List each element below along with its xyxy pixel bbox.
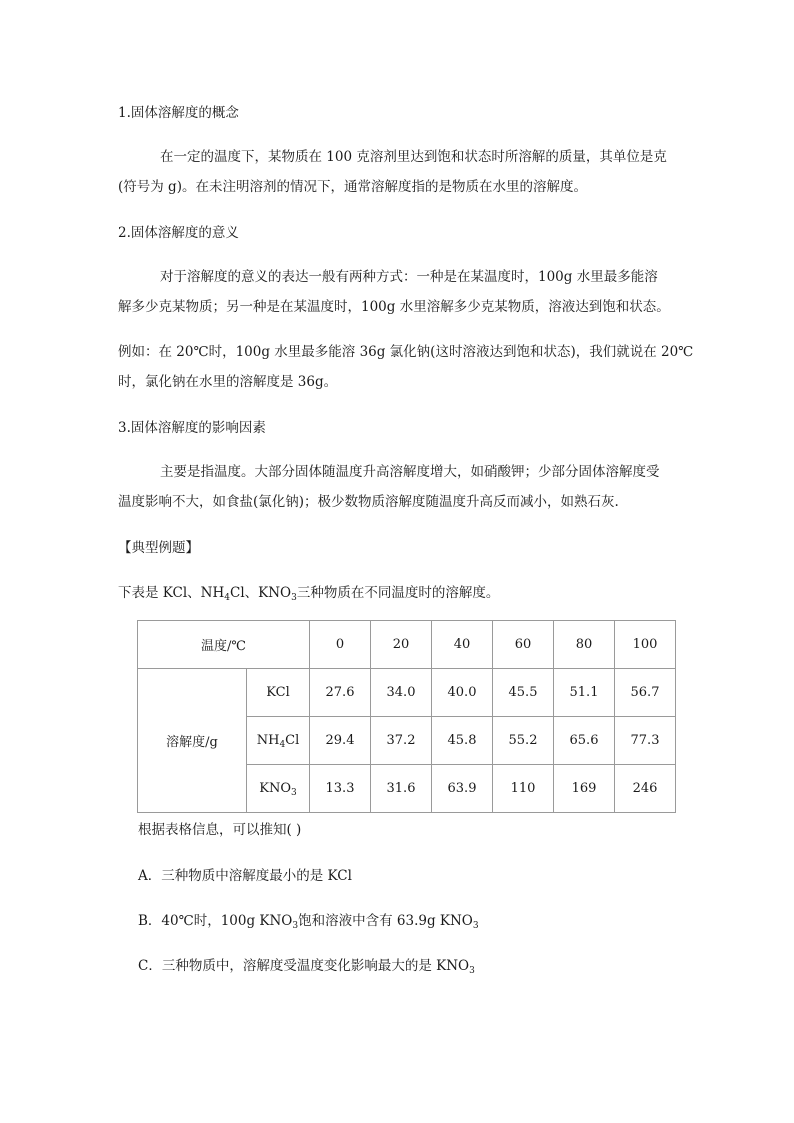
- solubility-value-cell: 45.5: [493, 669, 554, 717]
- section-2-example-line-1: 例如：在 20℃时，100g 水里最多能溶 36g 氯化钠(这时溶液达到饱和状态)，我们就说在 20℃: [118, 344, 694, 360]
- example-intro-subscript-2: 3: [291, 593, 297, 603]
- substance-name-main: NH: [256, 733, 280, 748]
- substance-name-cell: [247, 669, 310, 717]
- section-2-title: 2.固体溶解度的意义: [118, 225, 239, 241]
- temperature-cell: 100: [615, 621, 676, 669]
- example-intro: [118, 583, 499, 603]
- solubility-value-cell: 29.4: [310, 717, 371, 765]
- solubility-value-cell: 56.7: [615, 669, 676, 717]
- temperature-header-cell: 温度/℃: [138, 621, 310, 669]
- substance-name-main: KNO: [259, 781, 291, 796]
- solubility-label-cell: 溶解度/g: [138, 669, 247, 813]
- substance-name-subscript: 4: [279, 740, 286, 750]
- section-3-paragraph-line-2: 温度影响不大，如食盐(氯化钠)；极少数物质溶解度随温度升高反而减小，如熟石灰.: [118, 494, 619, 510]
- temperature-cell: 0: [310, 621, 371, 669]
- substance-name-main: KCl: [266, 685, 290, 700]
- option-b-part-b: 饱和溶液中含有 63.9g KNO: [298, 913, 473, 929]
- solubility-value-cell: 55.2: [493, 717, 554, 765]
- solubility-value-cell: 45.8: [432, 717, 493, 765]
- section-2-paragraph-line-2: 解多少克某物质；另一种是在某温度时，100g 水里溶解多少克某物质，溶液达到饱和状态。: [118, 299, 670, 315]
- solubility-value-cell: 40.0: [432, 669, 493, 717]
- section-1-paragraph-line-2: (符号为 g)。在未注明溶剂的情况下，通常溶解度指的是物质在水里的溶解度。: [118, 179, 587, 195]
- table-header-row: [138, 621, 676, 669]
- substance-name-tail: Cl: [285, 733, 300, 748]
- solubility-value-cell: 169: [554, 765, 615, 813]
- table-row-kcl: [138, 669, 676, 717]
- solubility-value-cell: 110: [493, 765, 554, 813]
- solubility-value-cell: 13.3: [310, 765, 371, 813]
- temperature-cell: 20: [371, 621, 432, 669]
- solubility-value-cell: 77.3: [615, 717, 676, 765]
- temperature-cell: 60: [493, 621, 554, 669]
- solubility-value-cell: 34.0: [371, 669, 432, 717]
- solubility-value-cell: 63.9: [432, 765, 493, 813]
- section-1-paragraph-line-1: 在一定的温度下，某物质在 100 克溶剂里达到饱和状态时所溶解的质量，其单位是克: [160, 149, 667, 165]
- option-b[interactable]: [138, 911, 479, 931]
- temperature-cell: 40: [432, 621, 493, 669]
- solubility-table: [137, 620, 676, 813]
- section-2-example-line-2: 时，氯化钠在水里的溶解度是 36g。: [118, 374, 338, 390]
- solubility-value-cell: 37.2: [371, 717, 432, 765]
- example-intro-part-b: Cl、KNO: [229, 585, 292, 601]
- section-1-title: 1.固体溶解度的概念: [118, 105, 239, 121]
- example-title: 【典型例题】: [118, 540, 199, 556]
- solubility-value-cell: 65.6: [554, 717, 615, 765]
- solubility-value-cell: 31.6: [371, 765, 432, 813]
- question-stem: 根据表格信息，可以推知( ): [138, 822, 302, 838]
- option-b-subscript-1: 3: [292, 921, 299, 931]
- section-3-title: 3.固体溶解度的影响因素: [118, 420, 266, 436]
- option-b-part-a: B．40℃时，100g KNO: [138, 913, 293, 929]
- substance-name-cell: [247, 765, 310, 813]
- solubility-value-cell: 246: [615, 765, 676, 813]
- option-c-part-a: C．三种物质中，溶解度受温度变化影响最大的是 KNO: [138, 958, 470, 974]
- option-b-subscript-2: 3: [472, 921, 479, 931]
- example-intro-part-c: 三种物质在不同温度时的溶解度。: [296, 585, 500, 601]
- option-a[interactable]: A．三种物质中溶解度最小的是 KCl: [138, 868, 352, 884]
- example-intro-subscript-1: 4: [224, 593, 230, 603]
- solubility-value-cell: 27.6: [310, 669, 371, 717]
- temperature-cell: 80: [554, 621, 615, 669]
- section-3-paragraph-line-1: 主要是指温度。大部分固体随温度升高溶解度增大，如硝酸钾；少部分固体溶解度受: [160, 464, 660, 480]
- option-c[interactable]: [138, 956, 475, 976]
- solubility-value-cell: 51.1: [554, 669, 615, 717]
- substance-name-subscript: 3: [291, 788, 297, 798]
- option-c-subscript: 3: [469, 966, 475, 976]
- section-2-paragraph-line-1: 对于溶解度的意义的表达一般有两种方式：一种是在某温度时，100g 水里最多能溶: [160, 269, 658, 285]
- example-intro-part-a: 下表是 KCl、NH: [118, 585, 225, 601]
- substance-name-cell: [247, 717, 310, 765]
